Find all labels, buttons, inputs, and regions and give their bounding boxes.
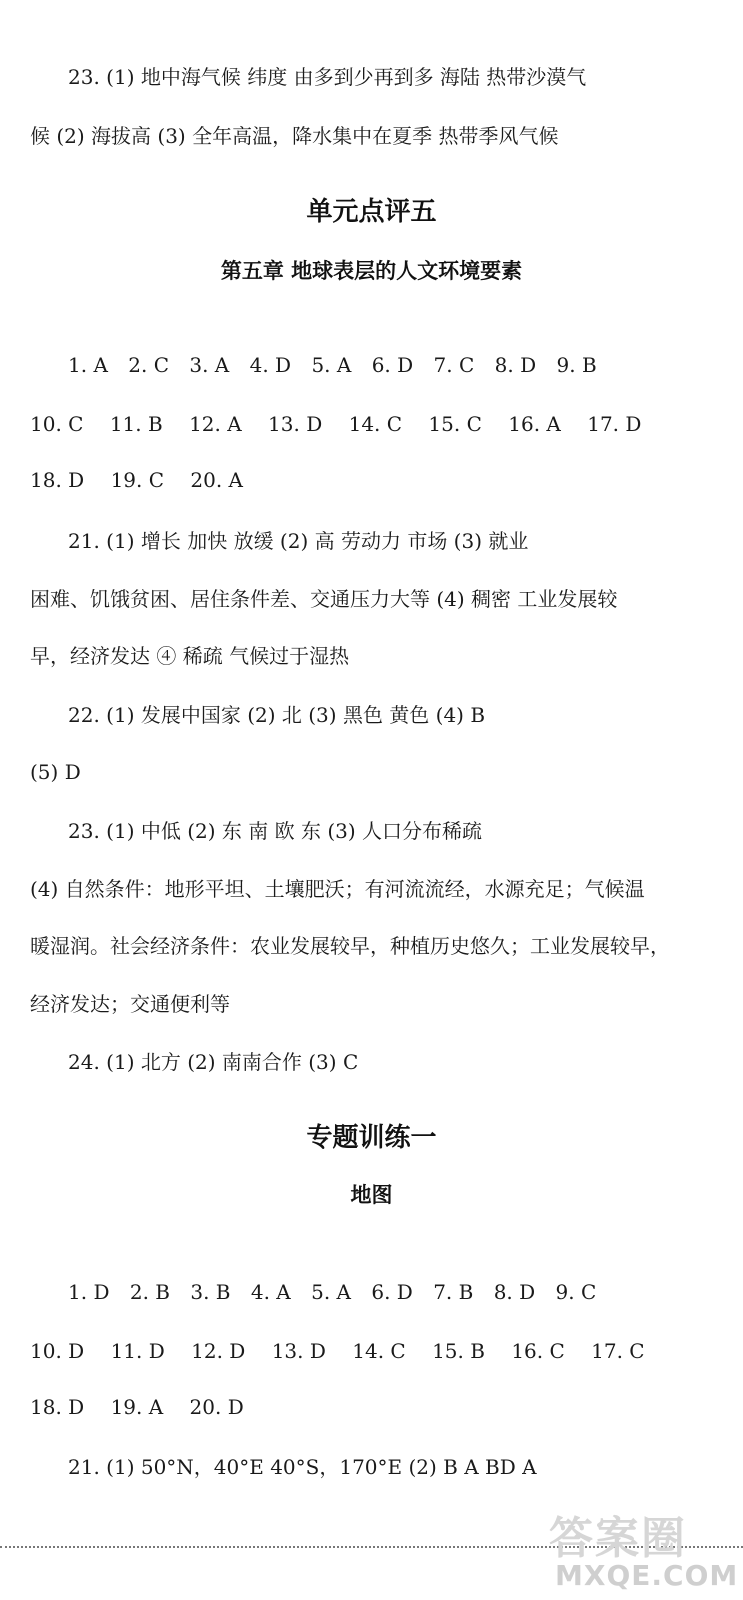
mc-row-2 (30, 411, 720, 437)
watermark-logo (549, 1502, 739, 1592)
mc-answer: 18. D (30, 468, 85, 492)
mc-answer: 20. D (189, 1395, 244, 1419)
topic-answer-21: 21. (1) 50°N，40°E 40°S，170°E (2) B A BD A (68, 1455, 537, 1479)
mc-answer: 1. A (68, 353, 108, 377)
mc-answer: 7. B (433, 1280, 474, 1304)
mc-answer: 9. C (555, 1280, 597, 1304)
mc-answer: 15. B (432, 1339, 485, 1363)
answer-24: 24. (1) 北方 (2) 南南合作 (3) C (68, 1050, 359, 1074)
mc-answer: 2. B (129, 1280, 170, 1304)
mc-row-1 (68, 352, 743, 378)
mc-answer: 7. C (433, 353, 475, 377)
mc-answer: 2. C (128, 353, 169, 377)
mc-answer: 3. B (190, 1280, 231, 1304)
mc-answer: 8. D (493, 1280, 536, 1304)
mc-answer: 6. D (371, 1280, 413, 1304)
mc-answer: 3. A (189, 353, 230, 377)
mc-answer: 17. D (587, 412, 642, 436)
answer-23b-line-2: (4) 自然条件：地形平坦、土壤肥沃；有河流流经，水源充足；气候温 (30, 877, 645, 901)
mc-answer: 5. A (311, 1280, 351, 1304)
topic-mc-row-1 (68, 1279, 743, 1305)
topic-mc-row-3 (30, 1394, 720, 1420)
mc-answer: 16. C (511, 1339, 565, 1363)
answer-21-line-2: 困难、饥饿贫困、居住条件差、交通压力大等 (4) 稠密 工业发展较 (30, 587, 618, 611)
chapter-title: 第五章 地球表层的人文环境要素 (220, 259, 523, 283)
watermark-site: MXQE.COM (555, 1559, 739, 1592)
mc-answer: 10. C (30, 412, 84, 436)
answer-21-line-3: 早，经济发达 ④ 稀疏 气候过于湿热 (30, 644, 350, 668)
answer-21-line-1: 21. (1) 增长 加快 放缓 (2) 高 劳动力 市场 (3) 就业 (68, 529, 529, 553)
mc-answer: 11. D (110, 1339, 165, 1363)
mc-row-3 (30, 467, 720, 493)
answer-23-line-2: 候 (2) 海拔高 (3) 全年高温，降水集中在夏季 热带季风气候 (30, 124, 559, 148)
mc-answer: 18. D (30, 1395, 85, 1419)
answer-23b-line-1: 23. (1) 中低 (2) 东 南 欧 东 (3) 人口分布稀疏 (68, 819, 483, 843)
watermark-mark: 答案圈 (549, 1513, 687, 1564)
mc-answer: 16. A (508, 412, 561, 436)
mc-answer: 20. A (190, 468, 243, 492)
mc-answer: 17. C (591, 1339, 645, 1363)
answer-23-line-1: 23. (1) 地中海气候 纬度 由多到少再到多 海陆 热带沙漠气 (68, 65, 587, 89)
mc-answer: 12. A (189, 412, 242, 436)
answer-23b-line-3: 暖湿润。社会经济条件：农业发展较早，种植历史悠久；工业发展较早， (30, 934, 670, 958)
unit-title: 单元点评五 (306, 197, 437, 227)
topic-title: 专题训练一 (306, 1123, 437, 1153)
mc-answer: 19. C (110, 468, 165, 492)
topic-subtitle: 地图 (350, 1183, 393, 1207)
mc-answer: 14. C (348, 412, 403, 436)
topic-mc-row-2 (30, 1338, 720, 1364)
mc-answer: 13. D (268, 412, 323, 436)
mc-answer: 10. D (30, 1339, 85, 1363)
mc-answer: 8. D (494, 353, 537, 377)
answer-23b-line-4: 经济发达；交通便利等 (30, 992, 230, 1016)
answer-22-line-1: 22. (1) 发展中国家 (2) 北 (3) 黑色 黄色 (4) B (68, 703, 486, 727)
mc-answer: 13. D (271, 1339, 326, 1363)
mc-answer: 12. D (191, 1339, 246, 1363)
mc-answer: 19. A (110, 1395, 164, 1419)
mc-answer: 4. D (249, 353, 292, 377)
mc-answer: 5. A (311, 353, 352, 377)
mc-answer: 14. C (352, 1339, 406, 1363)
mc-answer: 4. A (250, 1280, 291, 1304)
mc-answer: 9. B (556, 353, 597, 377)
answer-22-line-2: (5) D (30, 760, 81, 784)
mc-answer: 11. B (109, 412, 163, 436)
mc-answer: 1. D (68, 1280, 110, 1304)
mc-answer: 15. C (428, 412, 482, 436)
mc-answer: 6. D (371, 353, 414, 377)
